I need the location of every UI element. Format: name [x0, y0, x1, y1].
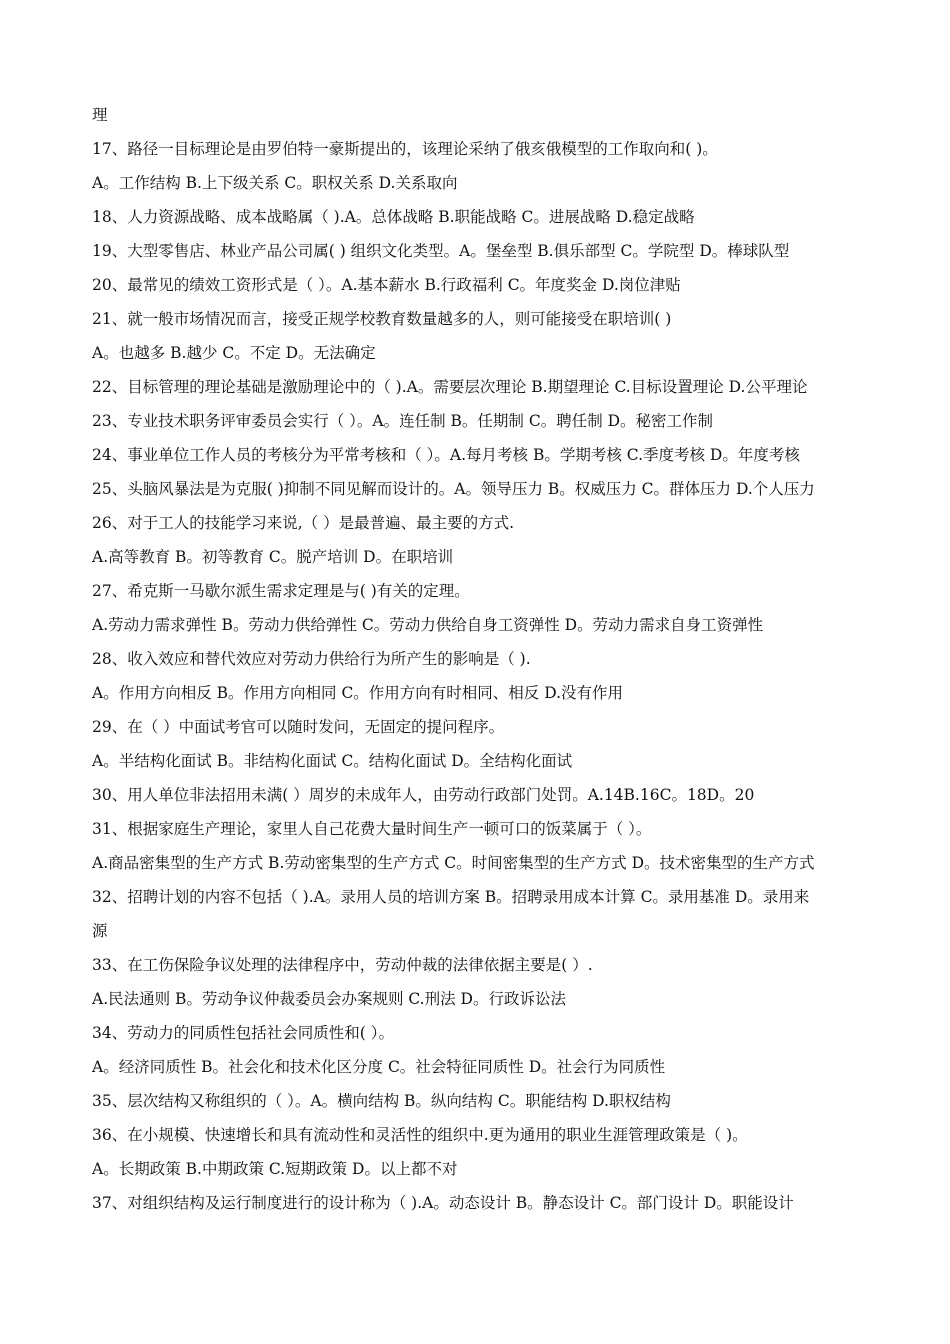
question-33-options: A.民法通则 B。劳动争议仲裁委员会办案规则 C.刑法 D。行政诉讼法: [92, 990, 566, 1008]
question-20: 20、最常见的绩效工资形式是（ ）。A.基本薪水 B.行政福利 C。年度奖金 D.岗位津贴: [92, 276, 681, 294]
question-29: 29、在（ ）中面试考官可以随时发问，无固定的提问程序。: [92, 718, 505, 736]
question-32: 32、招聘计划的内容不包括（ ).A。录用人员的培训方案 B。招聘录用成本计算 C。录用基准 D。录用来: [92, 888, 810, 906]
question-26-options: A.高等教育 B。初等教育 C。脱产培训 D。在职培训: [92, 548, 454, 566]
question-36-options: A。长期政策 B.中期政策 C.短期政策 D。以上都不对: [92, 1160, 458, 1178]
document-body: [92, 98, 872, 1220]
question-21-options: A。也越多 B.越少 C。不定 D。无法确定: [92, 344, 376, 362]
question-18: 18、人力资源战略、成本战略属（ ).A。总体战略 B.职能战略 C。进展战略 D.稳定战略: [92, 208, 695, 226]
question-34: 34、劳动力的同质性包括社会同质性和( ）。: [92, 1024, 394, 1042]
question-17-options: A。工作结构 B.上下级关系 C。职权关系 D.关系取向: [92, 174, 458, 192]
question-27-options: A.劳动力需求弹性 B。劳动力供给弹性 C。劳动力供给自身工资弹性 D。劳动力需求自身工资弹性: [92, 616, 764, 634]
question-36: 36、在小规模、快速增长和具有流动性和灵活性的组织中.更为通用的职业生涯管理政策是（ )。: [92, 1126, 748, 1144]
question-30: 30、用人单位非法招用未满( ）周岁的未成年人，由劳动行政部门处罚。A.14B.16C。18D。20: [92, 786, 755, 804]
question-31-options: A.商品密集型的生产方式 B.劳动密集型的生产方式 C。时间密集型的生产方式 D。技术密集型的生产方式: [92, 854, 815, 872]
question-19: 19、大型零售店、林业产品公司属( ) 组织文化类型。A。堡垒型 B.俱乐部型 C。学院型 D。棒球队型: [92, 242, 790, 260]
question-31: 31、根据家庭生产理论，家里人自己花费大量时间生产一顿可口的饭菜属于（ ）。: [92, 820, 652, 838]
question-17: 17、路径一目标理论是由罗伯特一豪斯提出的，该理论采纳了俄亥俄模型的工作取向和( )。: [92, 140, 718, 158]
question-22: 22、目标管理的理论基础是激励理论中的（ ).A。需要层次理论 B.期望理论 C.目标设置理论 D.公平理论: [92, 378, 808, 396]
question-29-options: A。半结构化面试 B。非结构化面试 C。结构化面试 D。全结构化面试: [92, 752, 573, 770]
question-33: 33、在工伤保险争议处理的法律程序中，劳动仲裁的法律依据主要是( ）.: [92, 956, 593, 974]
question-23: 23、专业技术职务评审委员会实行（ ）。A。连任制 B。任期制 C。聘任制 D。秘密工作制: [92, 412, 714, 430]
question-28-options: A。作用方向相反 B。作用方向相同 C。作用方向有时相同、相反 D.没有作用: [92, 684, 624, 702]
question-32-continued: 源: [92, 922, 108, 940]
question-37: 37、对组织结构及运行制度进行的设计称为（ ).A。动态设计 B。静态设计 C。部门设计 D。职能设计: [92, 1194, 794, 1212]
text-line: 理: [92, 106, 108, 124]
question-27: 27、希克斯一马歇尔派生需求定理是与( )有关的定理。: [92, 582, 470, 600]
question-26: 26、对于工人的技能学习来说,（ ）是最普遍、最主要的方式.: [92, 514, 515, 532]
question-28: 28、收入效应和替代效应对劳动力供给行为所产生的影响是（ ).: [92, 650, 531, 668]
question-25: 25、头脑风暴法是为克服( )抑制不同见解而设计的。A。领导压力 B。权威压力 C。群体压力 D.个人压力: [92, 480, 815, 498]
question-35: 35、层次结构又称组织的（ ）。A。横向结构 B。纵向结构 C。职能结构 D.职权结构: [92, 1092, 671, 1110]
question-21: 21、就一般市场情况而言，接受正规学校教育数量越多的人，则可能接受在职培训( ): [92, 310, 672, 328]
question-34-options: A。经济同质性 B。社会化和技术化区分度 C。社会特征同质性 D。社会行为同质性: [92, 1058, 666, 1076]
question-24: 24、事业单位工作人员的考核分为平常考核和（ ）。A.每月考核 B。学期考核 C.季度考核 D。年度考核: [92, 446, 800, 464]
